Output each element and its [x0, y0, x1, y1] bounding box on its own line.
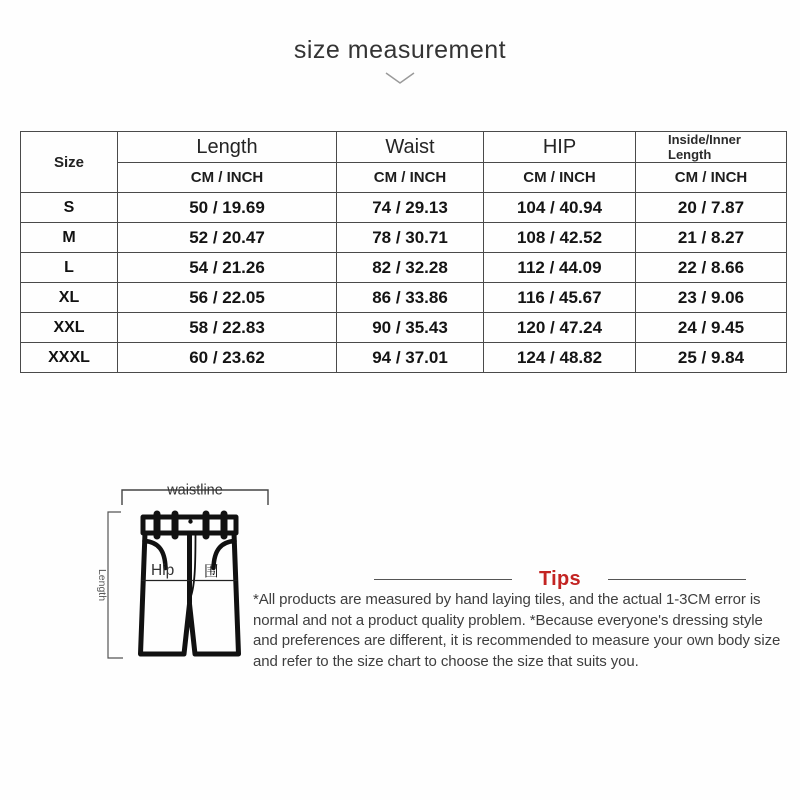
hip-cell: 120 / 47.24 [484, 313, 636, 343]
page-title: size measurement [293, 36, 507, 64]
shorts-illustration [141, 514, 239, 654]
table-unit-row [21, 163, 787, 193]
hip-cell: 112 / 44.09 [484, 253, 636, 283]
unit-header-waist: CM / INCH [337, 163, 484, 193]
hip-cell: 104 / 40.94 [484, 193, 636, 223]
length-bracket [96, 512, 123, 658]
col-header-inner-length: Inside/Inner Length [636, 132, 787, 163]
table-row-xl [21, 283, 787, 313]
size-cell: XL [21, 283, 118, 313]
table-row-l [21, 253, 787, 283]
length-cell: 50 / 19.69 [118, 193, 337, 223]
table-row-s [21, 193, 787, 223]
size-cell: M [21, 223, 118, 253]
waist-cell: 82 / 32.28 [337, 253, 484, 283]
hip-cell: 108 / 42.52 [484, 223, 636, 253]
col-header-hip: HIP [484, 132, 636, 163]
inner-length-cell: 22 / 8.66 [636, 253, 787, 283]
waist-cell: 78 / 30.71 [337, 223, 484, 253]
length-cell: 52 / 20.47 [118, 223, 337, 253]
chevron-down-icon [384, 70, 416, 88]
hip-cell: 124 / 48.82 [484, 343, 636, 373]
waist-cell: 90 / 35.43 [337, 313, 484, 343]
inner-length-cell: 24 / 9.45 [636, 313, 787, 343]
waist-cell: 74 / 29.13 [337, 193, 484, 223]
col-header-waist: Waist [337, 132, 484, 163]
table-row-xxxl [21, 343, 787, 373]
waistline-bracket [122, 483, 268, 506]
size-cell: S [21, 193, 118, 223]
hip-cell: 116 / 45.67 [484, 283, 636, 313]
length-cell: 56 / 22.05 [118, 283, 337, 313]
hip-label: Hip [151, 562, 175, 579]
unit-header-hip: CM / INCH [484, 163, 636, 193]
tips-divider-left [374, 579, 512, 580]
waist-button [188, 519, 192, 523]
size-cell: XXL [21, 313, 118, 343]
unit-header-length: CM / INCH [118, 163, 337, 193]
inner-length-cell: 23 / 9.06 [636, 283, 787, 313]
tips-header [374, 566, 746, 592]
length-cell: 58 / 22.83 [118, 313, 337, 343]
waistline-label: waistline [167, 482, 223, 499]
table-row-m [21, 223, 787, 253]
size-cell: XXXL [21, 343, 118, 373]
length-label: Length [96, 568, 108, 602]
inner-length-cell: 21 / 8.27 [636, 223, 787, 253]
waist-cell: 94 / 37.01 [337, 343, 484, 373]
tips-divider-right [608, 579, 746, 580]
waist-cell: 86 / 33.86 [337, 283, 484, 313]
length-cell: 60 / 23.62 [118, 343, 337, 373]
size-cell: L [21, 253, 118, 283]
table-header-row [21, 132, 787, 163]
tips-body-text: *All products are measured by hand laying tiles, and the actual 1-3CM error is normal and not a product quality problem. *Because everyone's dressing style and preferences are different, it is recommended to measure your own body size and refer to the size chart to choose the size that suits you. [253, 591, 781, 670]
col-header-size: Size [21, 132, 118, 193]
size-table [20, 131, 787, 373]
hip-circumference-cn-label: 围 [204, 564, 219, 581]
tips-title: Tips [539, 567, 581, 590]
inner-length-cell: 20 / 7.87 [636, 193, 787, 223]
table-row-xxl [21, 313, 787, 343]
inner-length-cell: 25 / 9.84 [636, 343, 787, 373]
col-header-length: Length [118, 132, 337, 163]
length-cell: 54 / 21.26 [118, 253, 337, 283]
unit-header-inner: CM / INCH [636, 163, 787, 193]
